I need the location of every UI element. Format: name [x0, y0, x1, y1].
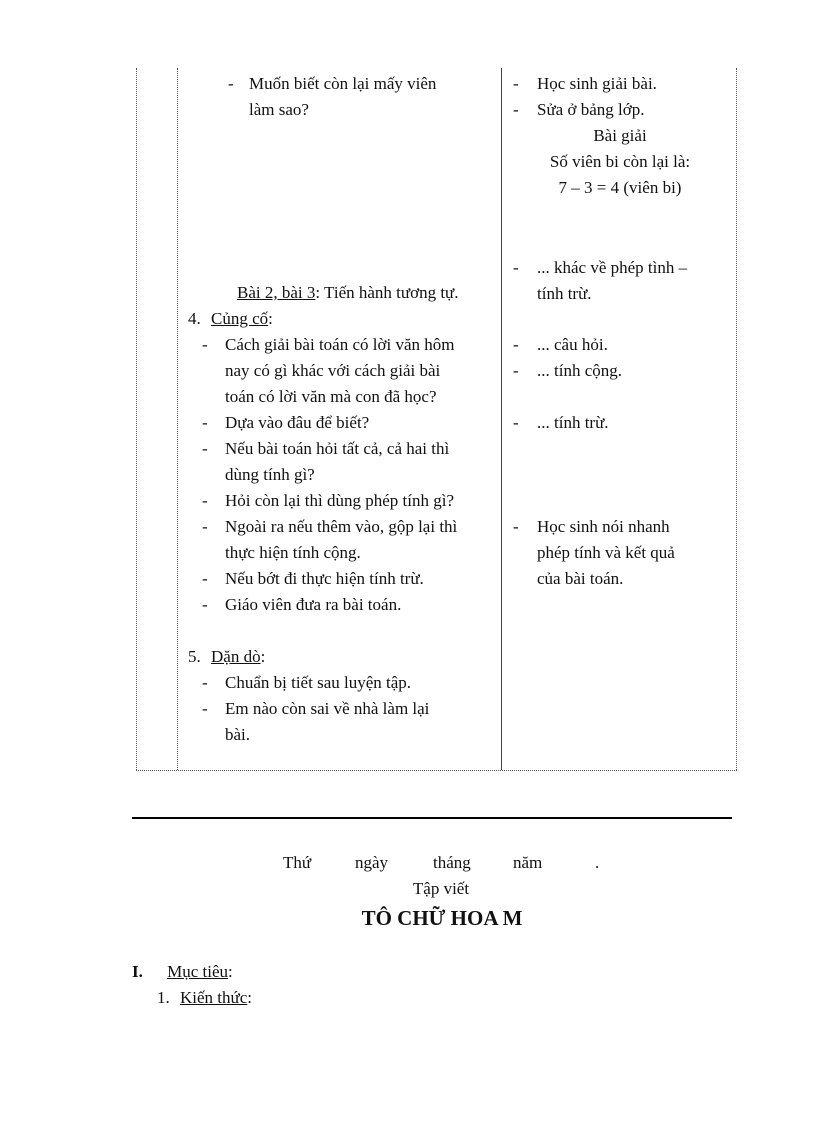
subsection-1-heading: [157, 985, 252, 1011]
bullet-dash: -: [513, 517, 519, 536]
list-item-line: Nếu bài toán hỏi tất cả, cả hai thì: [225, 439, 450, 458]
student-answer: ... tính cộng.: [537, 361, 622, 380]
table-border-inner-left: [177, 68, 178, 770]
list-item-line: dùng tính gì?: [225, 465, 315, 484]
section-4-colon: :: [268, 309, 273, 328]
solution-title: Bài giải: [593, 126, 647, 145]
exercise-2-3-text: : Tiến hành tương tự.: [315, 283, 459, 302]
student-activity: của bài toán.: [537, 569, 624, 588]
bullet-dash: -: [513, 335, 519, 354]
table-border-right: [736, 68, 737, 770]
student-activity: Học sinh nói nhanh: [537, 517, 670, 536]
bullet-dash: -: [202, 335, 208, 354]
bullet-dash: -: [513, 258, 519, 277]
subsection-1-number: 1.: [157, 988, 170, 1007]
section-I-number: I.: [132, 962, 143, 981]
bullet-dash: -: [513, 74, 519, 93]
section-5-number: 5.: [188, 647, 201, 666]
date-year-label: năm: [513, 853, 543, 872]
date-day-label: Thứ: [283, 853, 312, 872]
student-answer: ... tính trừ.: [537, 413, 609, 432]
student-activity: phép tính và kết quả: [537, 543, 675, 562]
exercise-2-3-line: [237, 280, 459, 306]
bullet-dash: -: [513, 361, 519, 380]
list-item-line: nay có gì khác với cách giải bài: [225, 361, 441, 380]
list-item-line: Chuẩn bị tiết sau luyện tập.: [225, 673, 412, 692]
bullet-dash: -: [228, 74, 234, 93]
bullet-dash: -: [513, 413, 519, 432]
list-item-line: Ngoài ra nếu thêm vào, gộp lại thì: [225, 517, 458, 536]
date-date-label: ngày: [355, 853, 389, 872]
list-item-line: Giáo viên đưa ra bài toán.: [225, 595, 402, 614]
table-border-outer-left: [136, 68, 137, 770]
bullet-dash: -: [202, 517, 208, 536]
bullet-dash: -: [513, 100, 519, 119]
section-I-colon: :: [228, 962, 233, 981]
section-4-heading: [188, 306, 273, 332]
list-item-line: bài.: [225, 725, 251, 744]
table-border-middle: [501, 68, 502, 770]
student-activity: Học sinh giải bài.: [537, 74, 657, 93]
exercise-2-3-label: Bài 2, bài 3: [237, 283, 316, 302]
list-item-line: Nếu bớt đi thực hiện tính trừ.: [225, 569, 424, 588]
section-5-heading: [188, 644, 265, 670]
list-item-line: Em nào còn sai về nhà làm lại: [225, 699, 430, 718]
bullet-dash: -: [202, 439, 208, 458]
subsection-1-title: Kiến thức: [180, 988, 248, 1007]
question-line: làm sao?: [249, 100, 309, 119]
list-item-line: Hỏi còn lại thì dùng phép tính gì?: [225, 491, 454, 510]
date-period: .: [595, 853, 600, 872]
bullet-dash: -: [202, 595, 208, 614]
bullet-dash: -: [202, 491, 208, 510]
section-4-number: 4.: [188, 309, 201, 328]
section-I-title: Mục tiêu: [167, 962, 229, 981]
list-item-line: toán có lời văn mà con đã học?: [225, 387, 437, 406]
student-answer: ... câu hỏi.: [537, 335, 608, 354]
student-answer: tính trừ.: [537, 284, 592, 303]
section-4-title: Củng cố: [211, 309, 269, 328]
solution-statement: Số viên bi còn lại là:: [549, 152, 691, 171]
bullet-dash: -: [202, 413, 208, 432]
list-item-line: thực hiện tính cộng.: [225, 543, 361, 562]
list-item-line: Dựa vào đâu để biết?: [225, 413, 370, 432]
list-item-line: Cách giải bài toán có lời văn hôm: [225, 335, 455, 354]
bullet-dash: -: [202, 569, 208, 588]
section-5-title: Dặn dò: [211, 647, 261, 666]
date-month-label: tháng: [433, 853, 471, 872]
bullet-dash: -: [202, 699, 208, 718]
section-5-colon: :: [260, 647, 266, 666]
student-activity: Sửa ở bảng lớp.: [537, 100, 645, 119]
bullet-dash: -: [202, 673, 208, 692]
table-border-bottom: [136, 770, 737, 771]
student-answer: ... khác về phép tình –: [537, 258, 688, 277]
subsection-1-colon: :: [247, 988, 253, 1007]
section-I-heading: [132, 959, 233, 985]
lesson-title: TÔ CHỮ HOA M: [361, 906, 523, 930]
question-line: Muốn biết còn lại mấy viên: [249, 74, 437, 93]
solution-calculation: 7 – 3 = 4 (viên bi): [558, 178, 682, 197]
page-separator: [132, 817, 732, 819]
subject-title: Tập viết: [412, 879, 470, 898]
